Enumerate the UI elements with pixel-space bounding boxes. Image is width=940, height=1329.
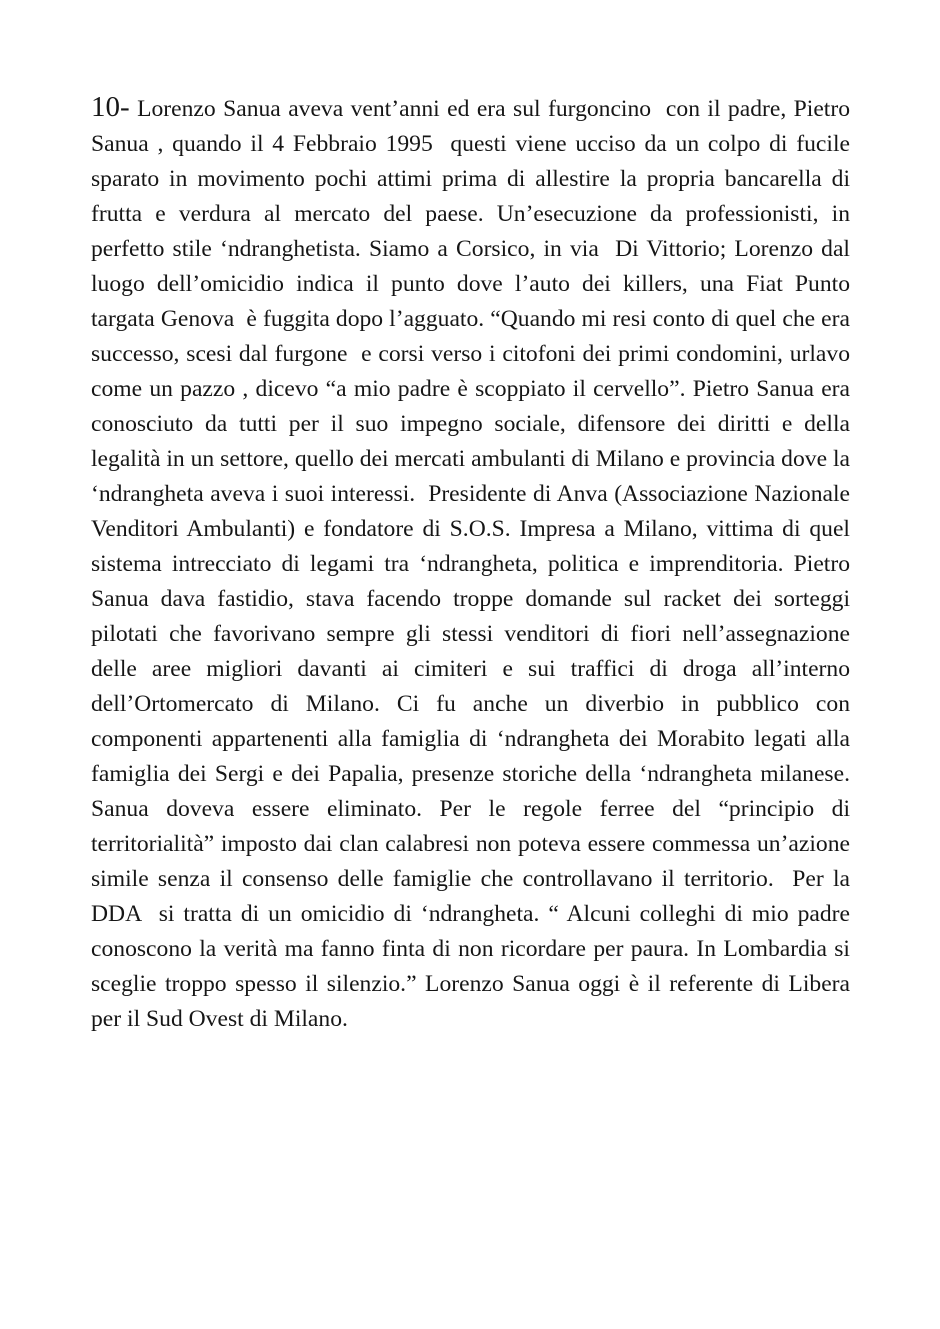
item-number: 10- [91,91,130,123]
paragraph-text: Lorenzo Sanua aveva vent’anni ed era sul furgoncino con il padre, Pietro Sanua , quando il 4 Febbraio 1995 questi viene ucciso da un colpo di fucile sparato in movimento pochi attimi prima di allestire la propria bancarella di frutta e verdura al mercato del paese. Un’esecuzione da professionisti, in perfetto stile ‘ndranghetista. Siamo a Corsico, in via Di Vittorio; Lorenzo dal luogo dell’omicidio indica il punto dove l’auto dei killers, una Fiat Punto targata Genova è fuggita dopo l’agguato. “Quando mi resi conto di quel che era successo, scesi dal furgone e corsi verso i citofoni dei primi condomini, urlavo come un pazzo , dicevo “a mio padre è scoppiato il cervello”. Pietro Sanua era conosciuto da tutti per il suo impegno sociale, difensore dei diritti e della legalità in un settore, quello dei mercati ambulanti di Milano e provincia dove la ‘ndrangheta aveva i suoi interessi. Presidente di Anva (Associazione Nazionale Venditori Ambulanti) e fondatore di S.O.S. Impresa a Milano, vittima di quel sistema intrecciato di legami tra ‘ndrangheta, politica e imprenditoria. Pietro Sanua dava fastidio, stava facendo troppe domande sul racket dei sorteggi pilotati che favorivano sempre gli stessi venditori di fiori nell’assegnazione delle aree migliori davanti ai cimiteri e sui traffici di droga all’interno dell’Ortomercato di Milano. Ci fu anche un diverbio in pubblico con componenti appartenenti alla famiglia di ‘ndrangheta dei Morabito legati alla famiglia dei Sergi e dei Papalia, presenze storiche della ‘ndrangheta milanese. Sanua doveva essere eliminato. Per le regole ferree del “principio di territorialità” imposto dai clan calabresi non poteva essere commessa un’azione simile senza il consenso delle famiglie che controllavano il territorio. Per la DDA si tratta di un omicidio di ‘ndrangheta. “ Alcuni colleghi di mio padre conoscono la verità ma fanno finta di non ricordare per paura. In Lombardia si sceglie troppo spesso il silenzio.” Lorenzo Sanua oggi è il referente di Libera per il Sud Ovest di Milano. [91,96,856,1032]
paragraph [91,90,856,1037]
